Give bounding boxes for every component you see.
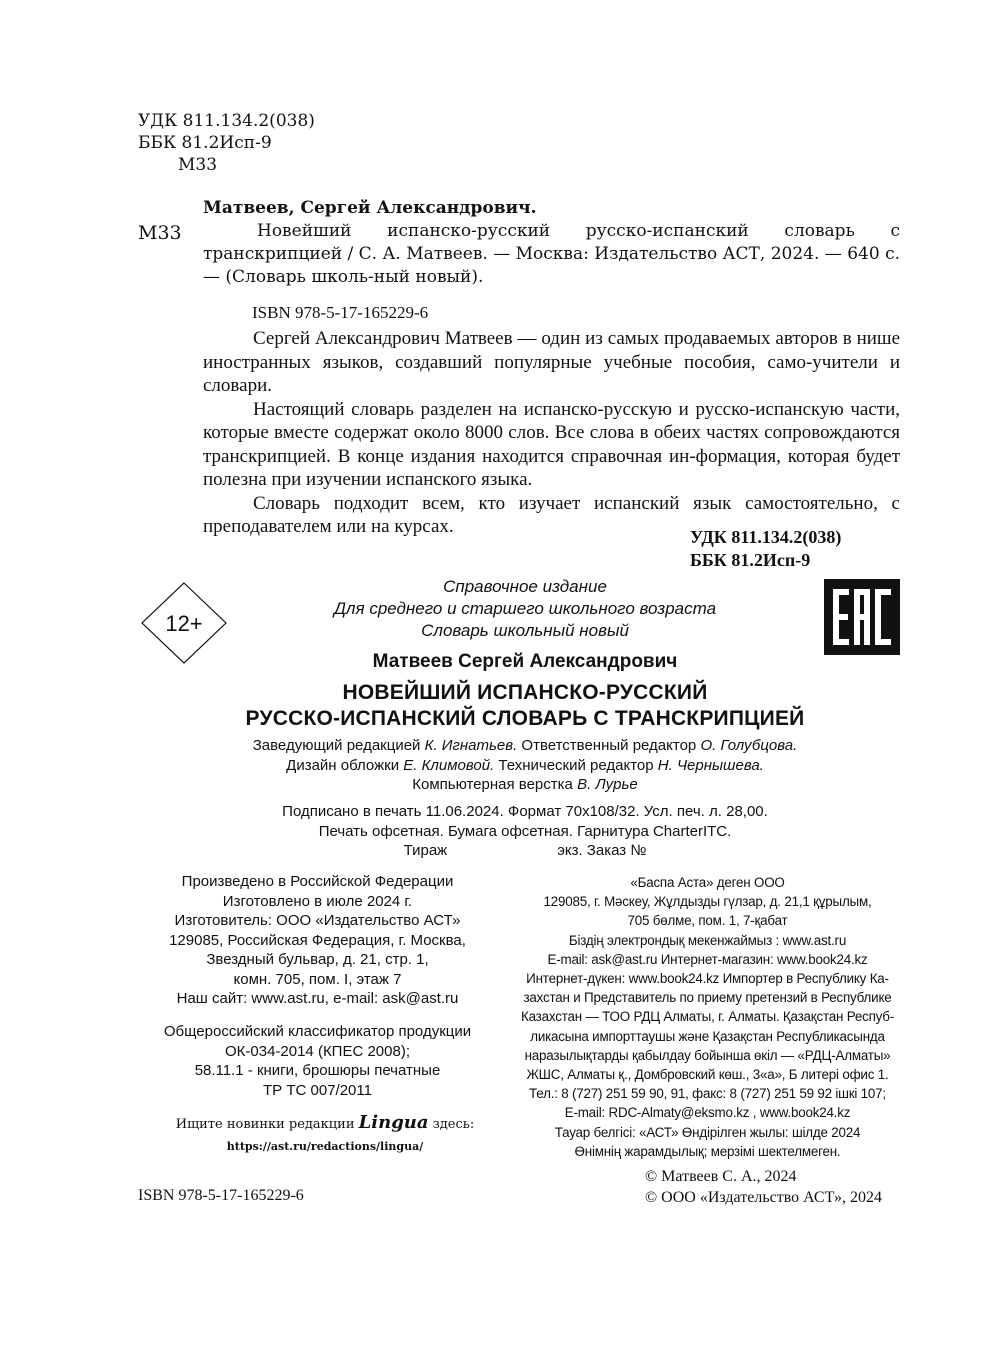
udk-code: УДК 811.134.2(038) [138, 111, 315, 131]
classifier-line: 58.11.1 - книги, брошюры печатные [194, 1062, 441, 1079]
isbn-footer: ISBN 978-5-17-165229-6 [138, 1187, 304, 1204]
annotation-paragraph: Сергей Александрович Матвеев — один из самых продаваемых авторов в нише иностранных языков, создавший популярные учебные пособия, само-учители и словари. [203, 328, 900, 396]
author-heading: Матвеев, Сергей Александрович. [203, 198, 537, 218]
classifier-line: ТР ТС 007/2011 [263, 1081, 372, 1099]
lingua-logo: Lingua [358, 1112, 429, 1133]
author-mark: М33 [178, 155, 218, 175]
classification-codes [138, 110, 315, 176]
production-line: Звездный бульвар, д. 21, стр. 1, [206, 951, 429, 968]
author-mark-side: М33 [138, 222, 182, 244]
credit-label: Компьютерная верстка [412, 776, 573, 793]
kz-line: E-mail: RDC-Almaty@eksmo.kz , www.book24.kz [564, 1105, 851, 1121]
kz-line: Біздің электрондық мекенжаймыз : www.ast.ru [568, 932, 847, 948]
kz-line: ликасына импорттаушы және Қазақстан Республикасында [530, 1028, 885, 1044]
udk-code: УДК 811.134.2(038) [690, 527, 842, 547]
bbk-code: ББК 81.2Исп-9 [138, 133, 272, 153]
order-label: экз. Заказ № [557, 842, 647, 859]
copyright-author: © Матвеев С. А., 2024 [645, 1168, 797, 1185]
lingua-suffix: здесь: [432, 1117, 475, 1132]
isbn: ISBN 978-5-17-165229-6 [252, 303, 429, 322]
imprint-line: Печать офсетная. Бумага офсетная. Гарнитура CharterITC. [318, 822, 732, 840]
imprint-line: Подписано в печать 11.06.2024. Формат 70x108/32. Усл. печ. л. 28,00. [282, 803, 768, 820]
credit-name: К. Игнатьев. [424, 737, 518, 754]
production-line: Наш сайт: www.ast.ru, e-mail: ask@ast.ru [176, 990, 459, 1007]
kz-line: Тауар белгісі: «АСТ» Өндірілген жылы: шілде 2024 [554, 1124, 861, 1140]
classifier-line: ОК-034-2014 (КПЕС 2008); [224, 1042, 410, 1060]
lingua-promo [160, 1112, 490, 1133]
kz-line: E-mail: ask@ast.ru Интернет-магазин: www.book24.kz [547, 951, 868, 967]
annotation-paragraph: Настоящий словарь разделен на испанско-русскую и русско-испанскую части, которые вместе содержат около 8000 слов. Все слова в обеих частях сопровождаются транскрипцией. В конце издания находится справочная ин-формация, которая будет полезна при изучении испанского языка. [203, 398, 900, 490]
kazakhstan-info [510, 873, 905, 1161]
credit-name: Е. Климовой. [403, 756, 495, 774]
imprint-details [200, 802, 850, 861]
production-line: Изготовлено в июле 2024 г. [222, 892, 413, 910]
edition-type: Справочное издание [443, 577, 607, 596]
kz-line: 705 бөлме, пом. 1, 7-қабат [627, 913, 788, 929]
lingua-url[interactable]: https://ast.ru/redactions/lingua/ [226, 1140, 424, 1153]
book-title [200, 680, 850, 732]
print-run-label: Тираж [403, 842, 448, 859]
production-line: Изготовитель: ООО «Издательство АСТ» [174, 912, 461, 929]
series-info [200, 576, 850, 642]
credit-name: О. Голубцова. [700, 737, 798, 754]
editorial-credits [200, 736, 850, 795]
credit-label: Заведующий редакцией [252, 737, 421, 754]
bbk-code: ББК 81.2Исп-9 [690, 550, 811, 570]
production-info [140, 872, 495, 1009]
description-text: Новейший испанско-русский русско-испанский словарь с транскрипцией / С. А. Матвеев. — Москва: Издательство АСТ, 2024. — 640 с. — (Словарь школь-ный новый). [203, 221, 900, 287]
credit-label: Ответственный редактор [521, 737, 697, 754]
annotation-paragraph: Словарь подходит всем, кто изучает испанский язык самостоятельно, с преподавателем или на курсах. [203, 492, 900, 537]
kz-line: Тел.: 8 (727) 251 59 90, 91, факс: 8 (727) 251 59 92 ішкі 107; [529, 1086, 886, 1102]
credit-label: Дизайн обложки [286, 756, 400, 774]
product-classifier [140, 1022, 495, 1100]
credit-label: Технический редактор [498, 756, 654, 774]
production-line: Произведено в Российской Федерации [181, 873, 454, 890]
age-rating-text: 12+ [165, 611, 203, 636]
bibliographic-description [203, 220, 900, 289]
kz-line: захстан и Представитель по приему претензий в Республике [523, 990, 892, 1006]
kz-line: Казахстан — ТОО РДЦ Алматы, г. Алматы. Қазақстан Респуб- [520, 1009, 895, 1025]
kz-line: ЖШС, Алматы қ., Домбровский көш., 3«а», Б литері офис 1. [526, 1067, 889, 1083]
audience: Для среднего и старшего школьного возраста [333, 599, 717, 618]
production-line: 129085, Российская Федерация, г. Москва, [169, 931, 466, 949]
classification-codes-right [690, 526, 841, 572]
lingua-prefix: Ищите новинки редакции [175, 1117, 355, 1132]
kz-line: наразылықтарды қабылдау бойынша өкіл — «РДЦ-Алматы» [524, 1047, 891, 1063]
kz-line: Интернет-дүкен: www.book24.kz Импортер в Республику Ка- [526, 971, 889, 987]
credit-name: Н. Чернышева. [657, 756, 764, 774]
production-line: комн. 705, пом. I, этаж 7 [233, 970, 402, 988]
credit-name: В. Лурье [577, 776, 638, 793]
kz-line: Өнімнің жарамдылық; мерзімі шектелмеген. [574, 1143, 841, 1159]
annotation [203, 327, 900, 539]
kz-line: 129085, г. Мәскеу, Жұлдызды гүлзар, д. 21,1 құрылым, [543, 894, 872, 910]
title-line: НОВЕЙШИЙ ИСПАНСКО-РУССКИЙ [342, 681, 708, 704]
author-name: Матвеев Сергей Александрович [372, 651, 678, 672]
copyright-block [645, 1166, 882, 1208]
title-line: РУССКО-ИСПАНСКИЙ СЛОВАРЬ С ТРАНСКРИПЦИЕЙ [245, 707, 805, 730]
kz-line: «Баспа Аста» деген ООО [630, 875, 785, 890]
series-name: Словарь школьный новый [421, 621, 629, 640]
classifier-line: Общероссийский классификатор продукции [163, 1023, 472, 1040]
copyright-publisher: © ООО «Издательство АСТ», 2024 [645, 1189, 882, 1206]
